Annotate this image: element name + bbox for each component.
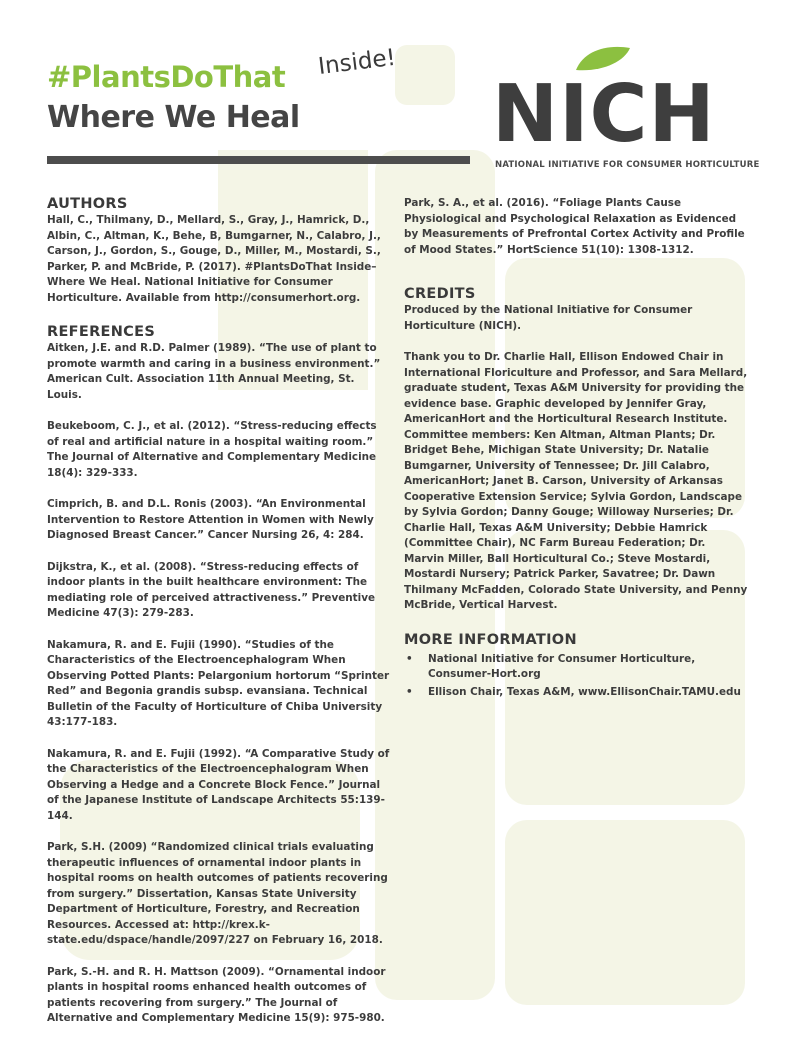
reference-item: Park, S.-H. and R. H. Mattson (2009). “Ornamental indoor plants in hospital rooms enhanced health outcomes of patients recovering from surgery.” The Journal of Alternative and Complementary Medicine 15(9): 975-980.: [47, 965, 386, 1024]
bullet-icon: •: [406, 652, 413, 665]
references-heading: REFERENCES: [47, 324, 156, 340]
authors-heading: AUTHORS: [47, 196, 128, 212]
list-item: [404, 652, 749, 683]
reference-item: Dijkstra, K., et al. (2008). “Stress-reducing effects of indoor plants in the built healthcare environment: The mediating role of perceived attractiveness.” Preventive Medicine 47(3): 279-283.: [47, 560, 376, 619]
left-column: [47, 196, 391, 1043]
inside-script-label: Inside!: [316, 44, 398, 80]
page-subtitle: Where We Heal: [47, 100, 300, 135]
background-shape-top: [395, 45, 455, 105]
bullet-icon: •: [406, 685, 413, 698]
more-info-ellison-link[interactable]: Ellison Chair, Texas A&M, www.EllisonChair.TAMU.edu: [428, 685, 741, 698]
credits-heading: CREDITS: [404, 286, 476, 302]
reference-item: Park, S.H. (2009) “Randomized clinical trials evaluating therapeutic influences of ornamental indoor plants in hospital rooms on health outcomes of patients recovering from surgery.” Dissertation, Kansas State University Department of Horticulture, Forestry, and Recreation Resources. Accessed at: http://krex.k-state.edu/dspace/handle/2097/227 on February 16, 2018.: [47, 841, 388, 946]
right-column: [404, 196, 749, 702]
authors-citation: Hall, C., Thilmany, D., Mellard, S., Gray, J., Hamrick, D., Albin, C., Altman, K., Behe, B, Bumgarner, N., Calabro, J., Carson, J., Gordon, S., Gouge, D., Miller, M., Mostardi, S., Parker, P. and McBride, P. (2017). #PlantsDoThat Inside–Where We Heal. National Initiative for Consumer Horticulture. Available from http://consumerhort.org.: [47, 214, 381, 304]
more-information-heading: MORE INFORMATION: [404, 631, 577, 648]
reference-item: Cimprich, B. and D.L. Ronis (2003). “An Environmental Intervention to Restore Attention in Women with Newly Diagnosed Breast Cancer.” Cancer Nursing 26, 4: 284.: [47, 498, 374, 541]
title-divider: [47, 156, 470, 164]
more-information-list: [404, 652, 749, 701]
reference-item: Nakamura, R. and E. Fujii (1990). “Studies of the Characteristics of the Electroencephalogram When Observing Potted Plants: Pelargonium hortorum “Sprinter Red” and Begonia grandis subsp. evansiana. Technical Bulletin of the Faculty of Horticulture of Chiba University 43:177-183.: [47, 638, 390, 728]
reference-item: Aitken, J.E. and R.D. Palmer (1989). “The use of plant to promote warmth and caring in a business environment.” American Cult. Association 11th Annual Meeting, St. Louis.: [47, 342, 381, 401]
nich-logo-tagline: NATIONAL INITIATIVE FOR CONSUMER HORTICULTURE: [495, 160, 760, 170]
credits-produced-by: Produced by the National Initiative for Consumer Horticulture (NICH).: [404, 304, 693, 332]
background-shape-bottom: [505, 820, 745, 1005]
reference-item-continued: Park, S. A., et al. (2016). “Foliage Plants Cause Physiological and Psychological Relaxation as Evidenced by Measurements of Prefrontal Cortex Activity and Profile of Mood States.” HortScience 51(10): 1308-1312.: [404, 197, 745, 256]
hashtag-title: #PlantsDoThat: [47, 60, 286, 94]
reference-item: Nakamura, R. and E. Fujii (1992). “A Comparative Study of the Characteristics of the Electroencephalogram When Observing a Hedge and a Concrete Block Fence.” Journal of the Japanese Institute of Landscape Architects 55:139-144.: [47, 747, 390, 822]
reference-item: Beukeboom, C. J., et al. (2012). “Stress-reducing effects of real and artificial nature in a hospital waiting room.” The Journal of Alternative and Complementary Medicine 18(4): 329-333.: [47, 420, 377, 479]
list-item: [404, 685, 749, 701]
credits-thanks: Thank you to Dr. Charlie Hall, Ellison Endowed Chair in International Floriculture and Professor, and Sara Mellard, graduate student, Texas A&M University for providing the evidence base. Graphic developed by Jennifer Gray, AmericanHort and the Horticultural Research Institute. Committee members: Ken Altman, Altman Plants; Dr. Bridget Behe, Michigan State University; Dr. Natalie Bumgarner, University of Tennessee; Dr. Jill Calabro, AmericanHort; Janet B. Carson, University of Arkansas Cooperative Extension Service; Sylvia Gordon, Landscape by Sylvia Gordon; Danny Gouge; Willoway Nurseries; Dr. Charlie Hall, Texas A&M University; Debbie Hamrick (Committee Chair), NC Farm Bureau Federation; Dr. Marvin Miller, Ball Horticultural Co.; Steve Mostardi, Mostardi Nursery; Patrick Parker, Savatree; Dr. Dawn Thilmany McFadden, Colorado State University, and Penny McBride, Vertical Harvest.: [404, 351, 748, 611]
nich-logo-wordmark: NICH: [492, 68, 716, 160]
more-info-nich-link[interactable]: National Initiative for Consumer Horticulture, Consumer-Hort.org: [428, 652, 696, 680]
